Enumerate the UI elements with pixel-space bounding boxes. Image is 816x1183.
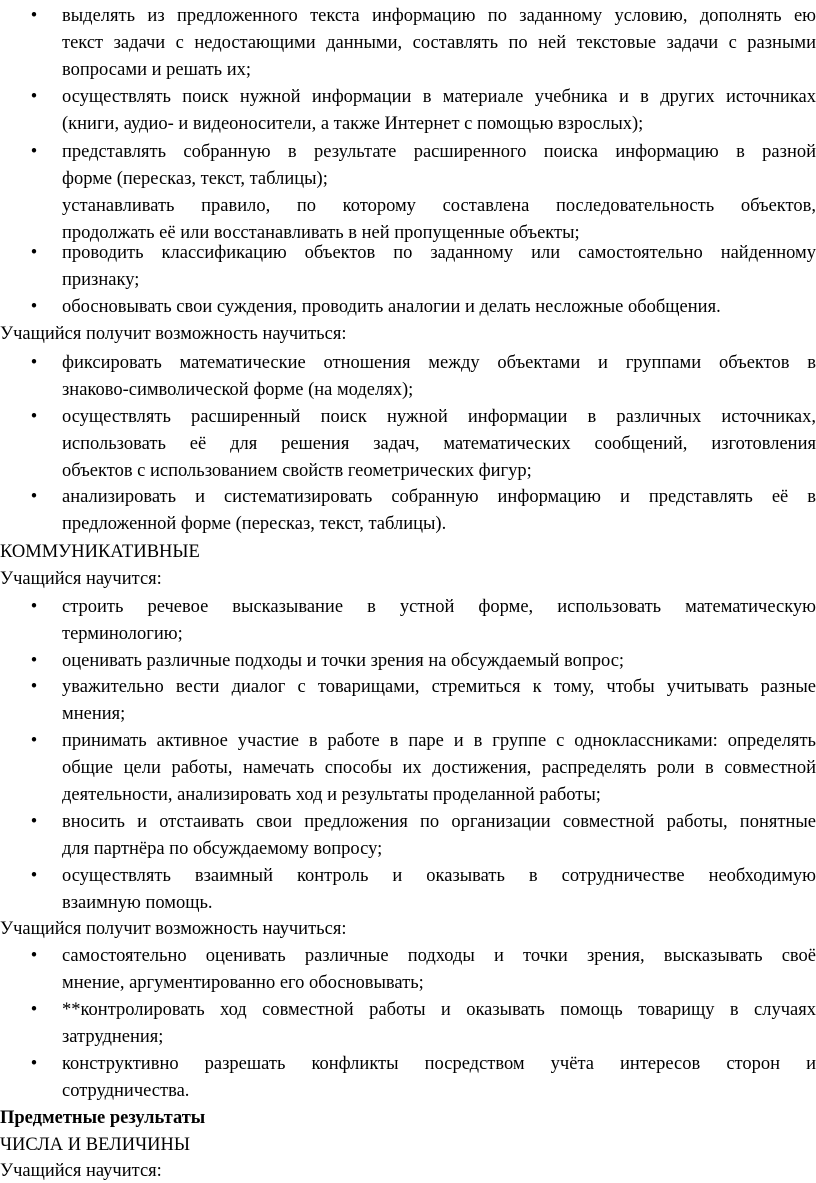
text-line: **контролировать ход совместной работы и оказывать помощь товарищу в случаях (62, 1000, 816, 1020)
text-line: осуществлять расширенный поиск нужной информации в различных источниках, (62, 407, 816, 427)
text-line: предложенной форме (пересказ, текст, таблицы). (62, 514, 447, 534)
text-line: (книги, аудио- и видеоносители, а также Интернет с помощью взрослых); (62, 114, 644, 134)
subheading: Учащийся получит возможность научиться: (0, 919, 347, 939)
text-line: деятельности, анализировать ход и результаты проделанной работы; (62, 785, 601, 805)
text-line: вносить и отстаивать свои предложения по организации совместной работы, понятные (62, 812, 816, 832)
text-line: использовать её для решения задач, математических сообщений, изготовления (62, 434, 816, 454)
subheading: Учащийся научится: (0, 1161, 162, 1181)
bullet: • (30, 866, 38, 886)
text-line: текст задачи с недостающими данными, составлять по ней текстовые задачи с разными (62, 33, 816, 53)
text-line: мнения; (62, 704, 126, 724)
text-line: устанавливать правило, по которому составлена последовательность объектов, (62, 196, 816, 216)
text-line: принимать активное участие в работе в паре и в группе с одноклассниками: определять (62, 731, 816, 751)
subject-results-heading: Предметные результаты (0, 1108, 206, 1128)
text-line: обосновывать свои суждения, проводить аналогии и делать несложные обобщения. (62, 297, 721, 317)
bullet: • (30, 353, 38, 373)
text-line: продолжать её или восстанавливать в ней пропущенные объекты; (62, 223, 580, 243)
text-line: форме (пересказ, текст, таблицы); (62, 169, 328, 189)
text-line: уважительно вести диалог с товарищами, стремиться к тому, чтобы учитывать разные (62, 677, 816, 697)
text-line: осуществлять поиск нужной информации в материале учебника и в других источниках (62, 87, 816, 107)
bullet: • (30, 407, 38, 427)
bullet: • (30, 87, 38, 107)
text-line: объектов с использованием свойств геометрических фигур; (62, 461, 532, 481)
bullet: • (30, 597, 38, 617)
text-line: общие цели работы, намечать способы их достижения, распределять роли в совместной (62, 758, 816, 778)
section-title: КОММУНИКАТИВНЫЕ (0, 542, 200, 562)
text-line: строить речевое высказывание в устной форме, использовать математическую (62, 597, 816, 617)
text-line: оценивать различные подходы и точки зрения на обсуждаемый вопрос; (62, 651, 625, 671)
text-line: фиксировать математические отношения между объектами и группами объектов в (62, 353, 816, 373)
bullet: • (30, 1000, 38, 1020)
text-line: вопросами и решать их; (62, 60, 252, 80)
text-line: сотрудничества. (62, 1081, 190, 1101)
text-line: взаимную помощь. (62, 893, 213, 913)
bullet: • (30, 297, 38, 317)
subheading: Учащийся научится: (0, 569, 162, 589)
bullet: • (30, 651, 38, 671)
text-line: конструктивно разрешать конфликты посредством учёта интересов сторон и (62, 1054, 816, 1074)
text-line: представлять собранную в результате расширенного поиска информацию в разной (62, 142, 816, 162)
text-line: знаково-символической форме (на моделях); (62, 380, 414, 400)
bullet: • (30, 243, 38, 263)
text-line: затруднения; (62, 1027, 164, 1047)
text-line: выделять из предложенного текста информацию по заданному условию, дополнять ею (62, 6, 816, 26)
text-line: осуществлять взаимный контроль и оказывать в сотрудничестве необходимую (62, 866, 816, 886)
subheading: Учащийся получит возможность научиться: (0, 324, 347, 344)
bullet: • (30, 142, 38, 162)
text-line: проводить классификацию объектов по заданному или самостоятельно найденному (62, 243, 816, 263)
text-line: мнение, аргументированно его обосновывать; (62, 973, 424, 993)
bullet: • (30, 487, 38, 507)
text-line: анализировать и систематизировать собранную информацию и представлять её в (62, 487, 816, 507)
bullet: • (30, 1054, 38, 1074)
text-line: для партнёра по обсуждаемому вопросу; (62, 839, 383, 859)
bullet: • (30, 677, 38, 697)
bullet: • (30, 812, 38, 832)
bullet: • (30, 6, 38, 26)
bullet: • (30, 946, 38, 966)
text-line: терминологию; (62, 624, 183, 644)
section-title: ЧИСЛА И ВЕЛИЧИНЫ (0, 1135, 190, 1155)
text-line: признаку; (62, 270, 140, 290)
text-line: самостоятельно оценивать различные подходы и точки зрения, высказывать своё (62, 946, 816, 966)
bullet: • (30, 731, 38, 751)
